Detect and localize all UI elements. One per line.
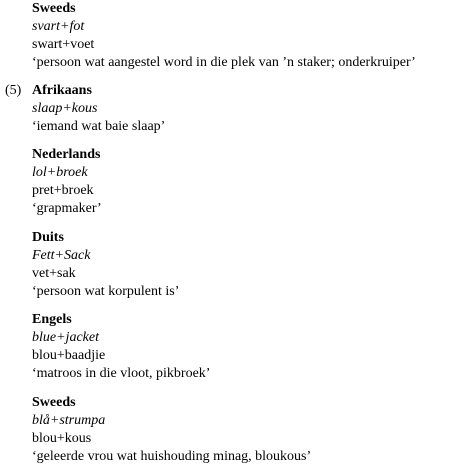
compound-word: slaap+kous	[32, 101, 98, 116]
literal-gloss: swart+voet	[32, 37, 95, 52]
language-name: Afrikaans	[32, 83, 92, 98]
example-block-afrikaans	[32, 82, 456, 136]
meaning-gloss: ‘iemand wat baie slaap’	[32, 119, 166, 134]
literal-gloss: pret+broek	[32, 183, 94, 198]
compound-word: lol+broek	[32, 165, 88, 180]
language-name: Sweeds	[32, 1, 76, 16]
compound-word: blue+jacket	[32, 330, 99, 345]
compound-word: svart+fot	[32, 19, 85, 34]
literal-gloss: vet+sak	[32, 266, 76, 281]
meaning-gloss: ‘geleerde vrou wat huishouding minag, bloukous’	[32, 449, 312, 464]
example-block-duits	[32, 229, 456, 301]
meaning-gloss: ‘persoon wat aangestel word in die plek van ’n staker; onderkruiper’	[32, 55, 416, 70]
literal-gloss: blou+baadjie	[32, 348, 106, 363]
example-block-sweeds-blastrumpa	[32, 394, 456, 466]
example-block-engels	[32, 311, 456, 383]
compound-word: Fett+Sack	[32, 248, 91, 263]
compound-word: blå+strumpa	[32, 413, 106, 428]
language-name: Engels	[32, 312, 72, 327]
language-name: Nederlands	[32, 147, 101, 162]
literal-gloss: blou+kous	[32, 431, 92, 446]
example-block-sweeds-svartfot	[32, 0, 456, 72]
language-name: Sweeds	[32, 395, 76, 410]
meaning-gloss: ‘grapmaker’	[32, 201, 102, 216]
example-number: (5)	[5, 83, 22, 98]
meaning-gloss: ‘persoon wat korpulent is’	[32, 284, 180, 299]
example-block-nederlands	[32, 146, 456, 218]
meaning-gloss: ‘matroos in die vloot, pikbroek’	[32, 366, 211, 381]
language-name: Duits	[32, 230, 64, 245]
